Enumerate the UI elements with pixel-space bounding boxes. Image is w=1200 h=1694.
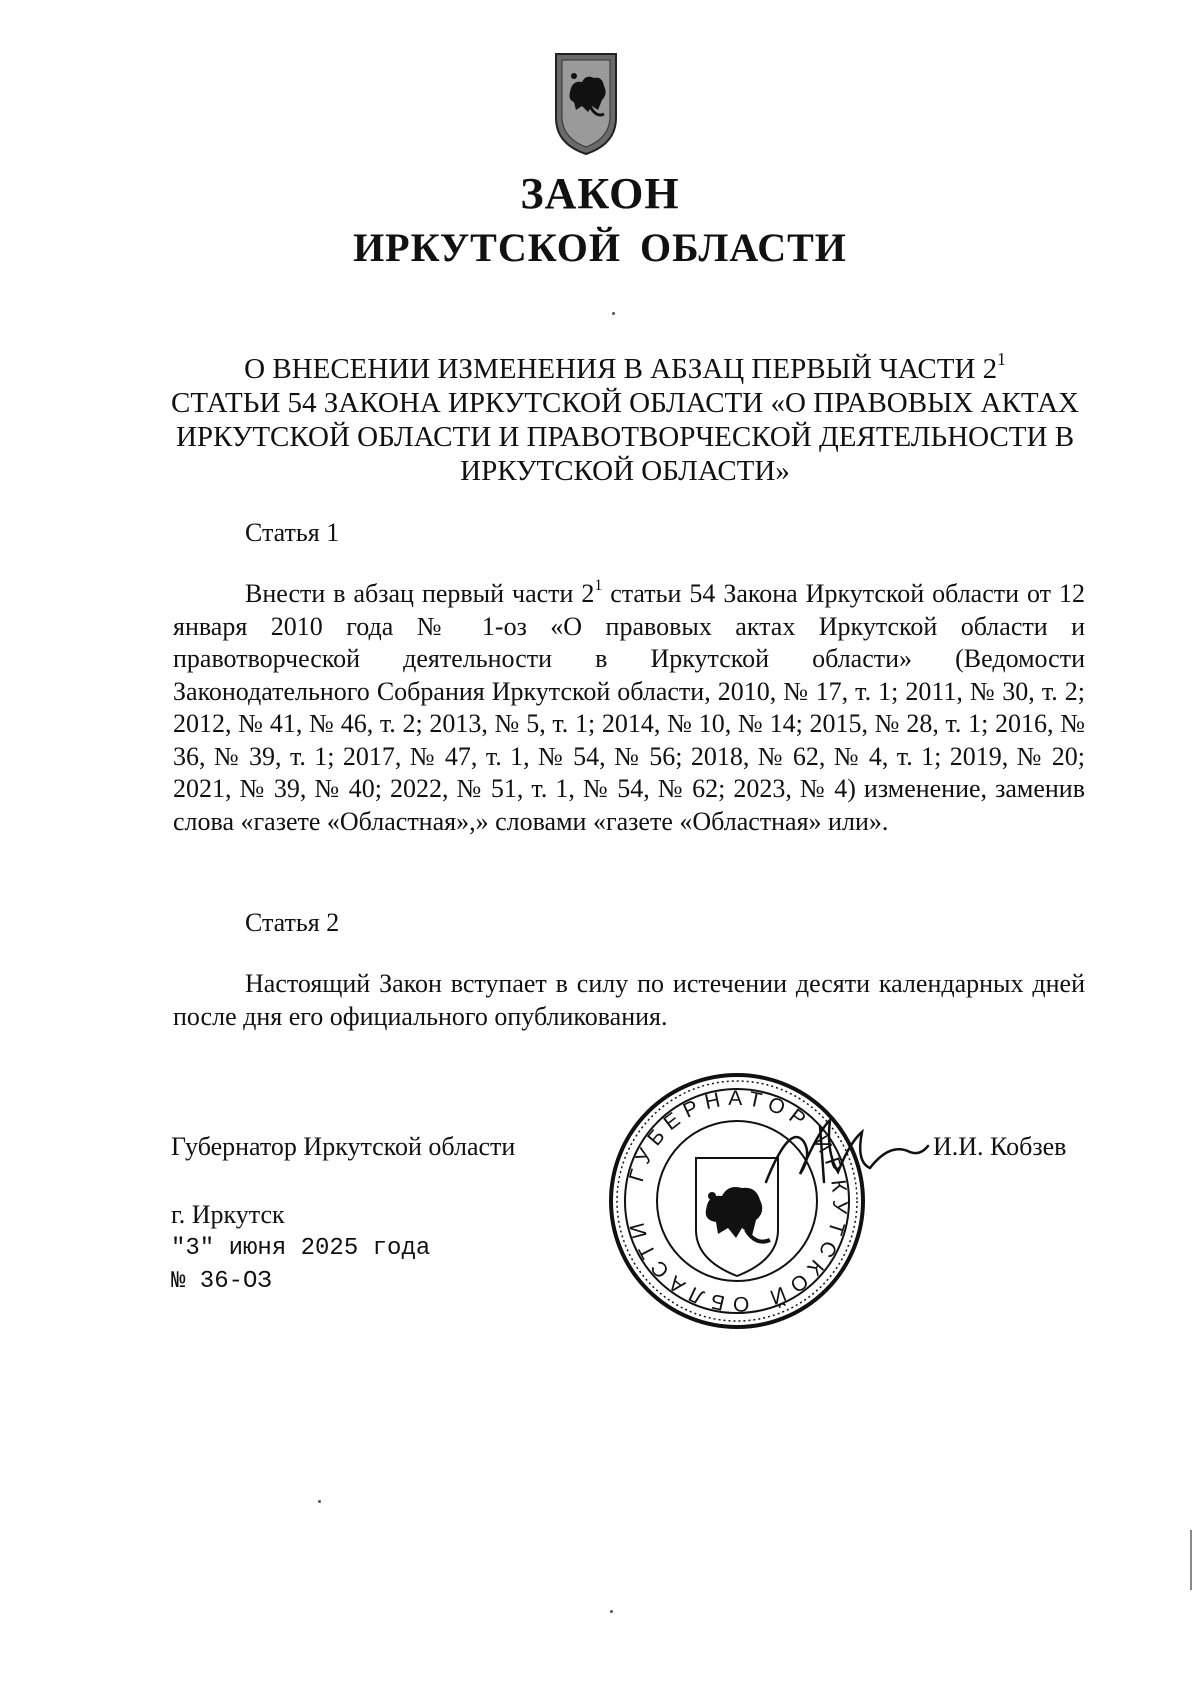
law-title — [160, 348, 1090, 488]
scan-edge-mark — [1190, 1530, 1192, 1590]
signing-city: г. Иркутск — [171, 1200, 285, 1229]
document-type-heading: ЗАКОН — [520, 169, 680, 218]
seal-text: ГУБЕРНАТОР ИРКУТСКОЙ ОБЛАСТИ — [623, 1086, 852, 1316]
governor-signature — [760, 1112, 930, 1192]
title-line: ИРКУТСКОЙ ОБЛАСТИ» — [460, 455, 790, 487]
governor-name: И.И. Кобзев — [933, 1132, 1067, 1161]
scan-speck — [318, 1500, 321, 1503]
law-number: № 36-ОЗ — [171, 1268, 272, 1295]
article-2-heading: Статья 2 — [245, 908, 340, 937]
title-line: О ВНЕСЕНИИ ИЗМЕНЕНИЯ В АБЗАЦ ПЕРВЫЙ ЧАСТИ $2^1$ — [244, 348, 1006, 385]
article-1-text: Внести в абзац первый части $2^1$ статьи 54 Закона Иркутской области от 12 января 2010 года № 1-оз «О правовых актах Иркутской области и правотворческой деятельности в Иркутской области» (Ведомости Законодательного Собрания Иркутской области, 2010, № 17, т. 1; 2011, № 30, т. 2; 2012, № 41, № 46, т. 2; 2013, № 5, т. 1; 2014, № 10, № 14; 2015, № 28, т. 1; 2016, № 36, № 39, т. 1; 2017, № 47, т. 1, № 54, № 56; 2018, № 62, № 4, т. 1; 2019, № 20; 2021, № 39, № 40; 2022, № 51, т. 1, № 54, № 62; 2023, № 4) изменение, заменив слова «газете «Областная»,» словами «газете «Областная» или». — [173, 577, 1086, 836]
official-seal — [606, 1070, 868, 1332]
title-line: ИРКУТСКОЙ ОБЛАСТИ И ПРАВОТВОРЧЕСКОЙ ДЕЯТЕЛЬНОСТИ В — [175, 421, 1075, 453]
governor-title: Губернатор Иркутской области — [171, 1132, 516, 1161]
signing-date: "3" июня 2025 года — [171, 1235, 431, 1262]
coat-of-arms-emblem — [552, 48, 620, 158]
article-2-text: Настоящий Закон вступает в силу по истечении десяти календарных дней после дня его официального опубликования. — [173, 969, 1085, 1031]
scan-speck — [612, 312, 615, 315]
scan-speck — [610, 1610, 613, 1613]
article-1-heading: Статья 1 — [245, 518, 340, 547]
title-line: СТАТЬИ 54 ЗАКОНА ИРКУТСКОЙ ОБЛАСТИ «О ПРАВОВЫХ АКТАХ — [170, 387, 1079, 419]
region-heading: ИРКУТСКОЙ ОБЛАСТИ — [353, 225, 847, 270]
